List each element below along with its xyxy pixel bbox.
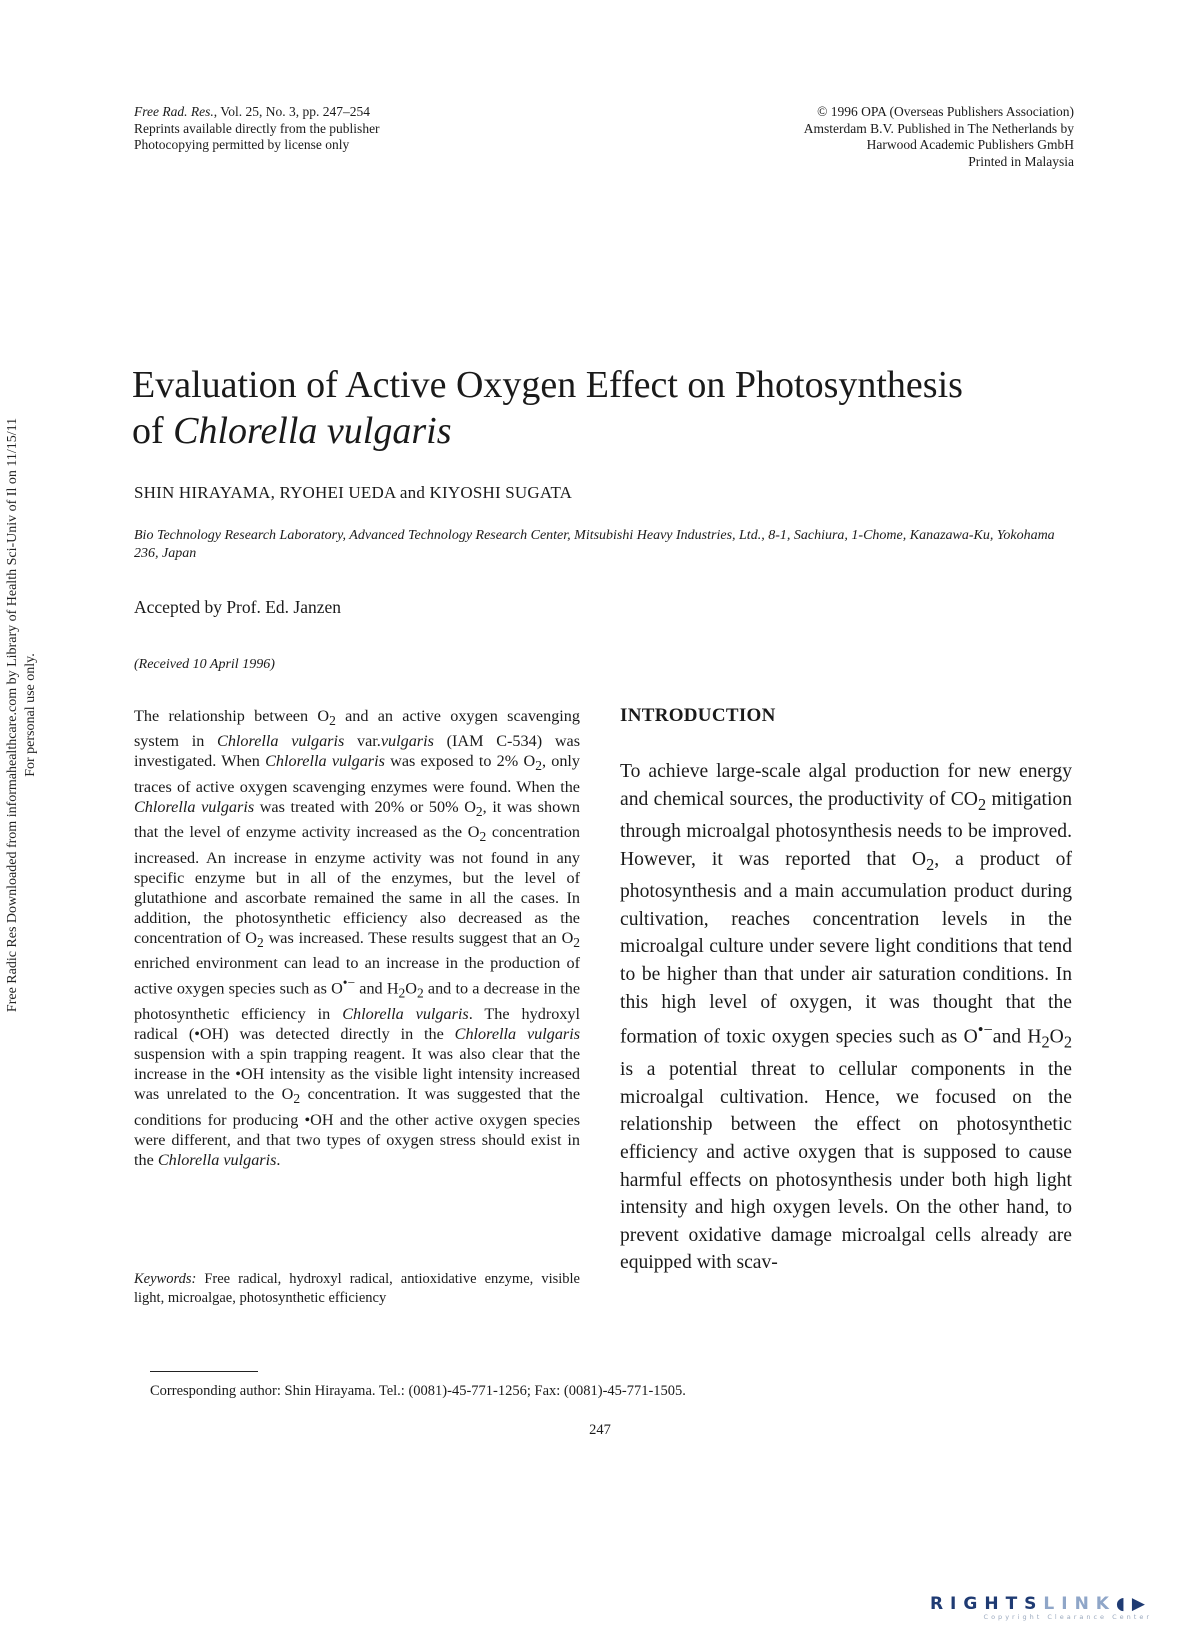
printed-in: Printed in Malaysia <box>968 153 1074 169</box>
logo-subtitle: Copyright Clearance Center <box>983 1613 1152 1621</box>
title-line-1: Evaluation of Active Oxygen Effect on Photosynthesis <box>132 364 963 406</box>
abstract-text: , only traces of active oxygen scavenging enzymes were found. When the <box>134 752 581 796</box>
abstract-text: was exposed to 2% O <box>384 752 536 771</box>
keywords-text: Free radical, hydroxyl radical, antioxidative enzyme, visible light, microalgae, photosynthetic efficiency <box>134 1271 580 1306</box>
abstract-text: var. <box>344 732 381 751</box>
publisher-line-2: Harwood Academic Publishers GmbH <box>866 137 1074 152</box>
subscript: 2 <box>416 985 424 1001</box>
journal-name: Free Rad. Res. <box>134 104 214 119</box>
body-text: is a potential threat to cellular components in the microalgal cultivation. Hence, we focused on the relationship between the effect on photosynthetic efficiency and active oxygen that is supposed to cause harmful effects on photosynthesis under both high light intensity and high oxygen levels. On the other hand, to prevent oxidative damage microalgal cells already are equipped with scav- <box>620 1059 1072 1274</box>
abstract-text: concentration increased. An increase in enzyme activity was not found in any specific enzyme but in all of the enzymes, but the level of glutathione and ascorbate remained the same in all the cases. In addition, the photosynthetic efficiency also decreased as the concentration of O <box>134 823 581 947</box>
abstract-text: O <box>405 979 417 998</box>
logo-link: LINK <box>1043 1594 1116 1614</box>
subscript: 2 <box>1063 1032 1072 1052</box>
rightslink-wordmark <box>930 1594 1152 1614</box>
received-date: (Received 10 April 1996) <box>134 657 275 672</box>
section-heading-introduction: INTRODUCTION <box>620 705 776 726</box>
species-name: vulgaris <box>380 732 434 751</box>
logo-arrow-icon: ◖▶ <box>1115 1594 1152 1614</box>
body-text: , a product of photosynthesis and a main accumulation product during cultivation, reaches concentration levels in the microalgal culture under severe light conditions that tend to be higher than that under air saturation conditions. In this high level of oxygen, it was thought that the formation of toxic oxygen species such as O <box>620 848 1073 1048</box>
abstract-text: , it was shown that the level of enzyme activity increased as the O <box>134 797 580 842</box>
subscript: 2 <box>926 854 935 874</box>
subscript: 2 <box>475 804 483 820</box>
subscript: 2 <box>573 935 581 951</box>
abstract <box>134 706 580 1170</box>
publisher-header <box>594 104 1074 170</box>
download-line: Free Radic Res Downloaded from informahealthcare.com by Library of Health Sci-Univ of Il on 11/15/11 <box>5 417 20 1013</box>
body-text: O <box>1049 1026 1064 1048</box>
affiliation: Bio Technology Research Laboratory, Advanced Technology Research Center, Mitsubishi Heavy Industries, Ltd., 8-1, Sachiura, 1-Chome, Kanazawa-Ku, Yokohama 236, Japan <box>134 528 1055 561</box>
abstract-text: (IAM C-534) was investigated. When <box>134 732 581 771</box>
body-text: and H <box>992 1026 1042 1048</box>
keywords-label: Keywords: <box>134 1271 197 1287</box>
species-name: Chlorella vulgaris <box>157 1150 277 1169</box>
superscript: •− <box>342 975 356 991</box>
personal-use-line: For personal use only. <box>23 653 38 777</box>
author-list: SHIN HIRAYAMA, RYOHEI UEDA and KIYOSHI SUGATA <box>134 483 573 502</box>
footnote-divider <box>150 1371 258 1372</box>
species-name: Chlorella vulgaris <box>265 752 385 771</box>
subscript: 2 <box>256 935 264 951</box>
subscript: 2 <box>535 758 542 774</box>
subscript: 2 <box>977 794 987 814</box>
species-name: Chlorella vulgaris <box>342 1005 469 1024</box>
title-line-2-prefix: of <box>132 410 174 452</box>
abstract-text: The relationship between O <box>134 707 330 725</box>
title-species: Chlorella vulgaris <box>173 410 452 452</box>
keywords <box>134 1270 580 1308</box>
subscript: 2 <box>329 713 336 729</box>
superscript: •− <box>977 1020 993 1040</box>
abstract-text: was increased. These results suggest that an O <box>263 928 574 947</box>
abstract-text: enriched environment can lead to an increase in the production of active oxygen species such as O <box>134 954 580 998</box>
page-number: 247 <box>589 1422 611 1438</box>
photocopy-note: Photocopying permitted by license only <box>134 137 350 152</box>
abstract-text: and an active oxygen scavenging system in <box>134 707 580 751</box>
abstract-text: and H <box>355 979 399 998</box>
subscript: 2 <box>398 985 406 1001</box>
download-watermark <box>4 235 54 1195</box>
copyright-line: © 1996 OPA (Overseas Publishers Association) <box>817 104 1074 119</box>
logo-rights: RIGHTS <box>929 1594 1044 1614</box>
subscript: 2 <box>479 829 487 845</box>
abstract-text: . <box>276 1150 281 1169</box>
abstract-text: concentration. It was suggested that the conditions for producing •OH and the other active oxygen species were different, and that two types of oxygen stress should exist in the <box>134 1085 581 1169</box>
species-name: Chlorella vulgaris <box>134 797 255 816</box>
subscript: 2 <box>1041 1032 1050 1052</box>
reprints-note: Reprints available directly from the publisher <box>134 120 380 136</box>
abstract-text: and to a decrease in the photosynthetic efficiency in <box>134 979 581 1024</box>
abstract-text: suspension with a spin trapping reagent. It was also clear that the increase in the •OH intensity as the visible light intensity increased was unrelated to the O <box>134 1045 580 1104</box>
species-name: Chlorella vulgaris <box>454 1025 581 1044</box>
abstract-text: . The hydroxyl radical (•OH) was detected directly in the <box>134 1005 581 1044</box>
publisher-line-1: Amsterdam B.V. Published in The Netherlands by <box>803 120 1074 136</box>
accepted-by: Accepted by Prof. Ed. Janzen <box>134 597 342 617</box>
journal-volume: , Vol. 25, No. 3, pp. 247–254 <box>213 104 370 119</box>
body-text: mitigation through microalgal photosynthesis needs to be improved. However, it was reported that O <box>620 788 1072 870</box>
body-text: To achieve large-scale algal production for new energy and chemical sources, the productivity of CO <box>620 761 1072 810</box>
introduction-body <box>620 758 1072 1277</box>
corresponding-author-footnote: Corresponding author: Shin Hirayama. Tel.: (0081)-45-771-1256; Fax: (0081)-45-771-1505. <box>150 1383 686 1399</box>
species-name: Chlorella vulgaris <box>217 732 345 751</box>
journal-header <box>134 104 554 154</box>
article-title <box>132 362 1092 454</box>
rightslink-logo <box>930 1594 1152 1621</box>
abstract-text: was treated with 20% or 50% O <box>254 797 476 816</box>
journal-citation <box>134 104 554 121</box>
subscript: 2 <box>293 1091 301 1107</box>
